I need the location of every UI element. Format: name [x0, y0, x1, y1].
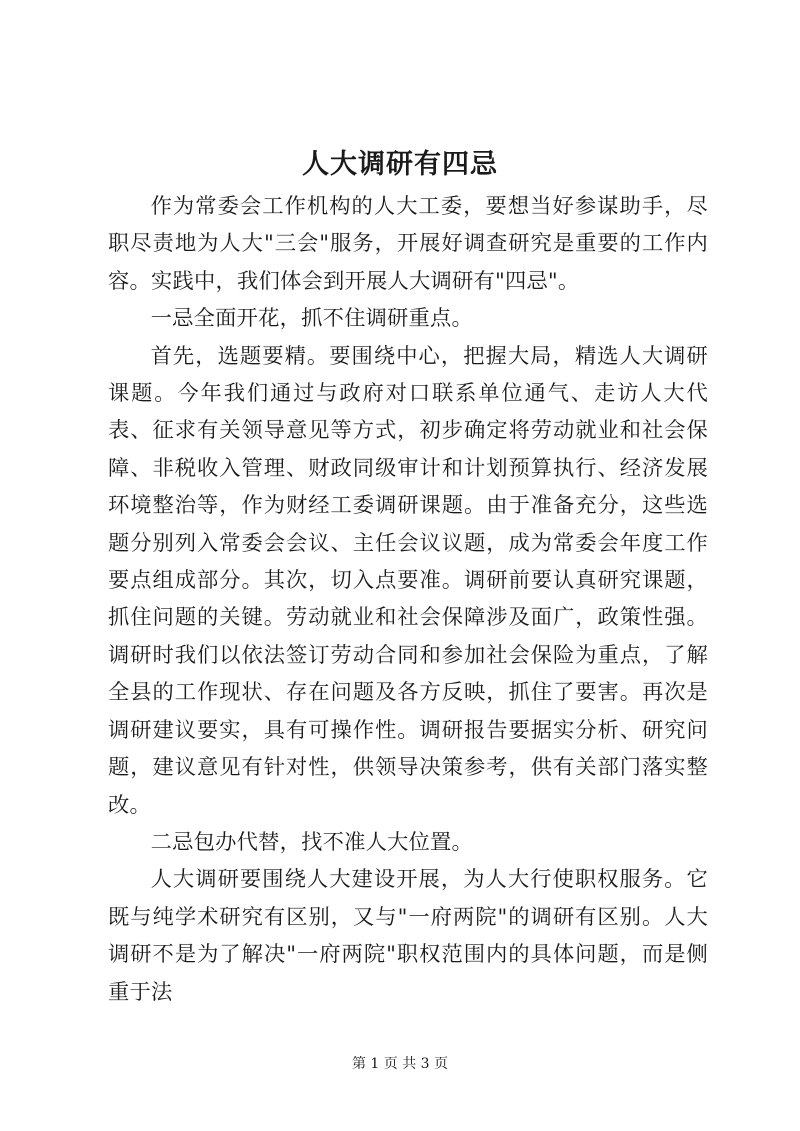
paragraph-body-2: 人大调研要围绕人大建设开展，为人大行使职权服务。它既与纯学术研究有区别，又与"一府两院"的调研有区别。人大调研不是为了解决"一府两院"职权范围内的具体问题，而是侧重于法 [108, 867, 708, 1005]
paragraph-body-1: 首先，选题要精。要围绕中心，把握大局，精选人大调研课题。今年我们通过与政府对口联系单位通气、走访人大代表、征求有关领导意见等方式，初步确定将劳动就业和社会保障、非税收入管理、财政同级审计和计划预算执行、经济发展环境整治等，作为财经工委调研课题。由于准备充分，这些选题分别列入常委会会议、主任会议议题，成为常委会年度工作要点组成部分。其次，切入点要准。调研前要认真研究课题，抓住问题的关键。劳动就业和社会保障涉及面广，政策性强。调研时我们以依法签订劳动合同和参加社会保险为重点，了解全县的工作现状、存在问题及各方反映，抓住了要害。再次是调研建议要实，具有可操作性。调研报告要据实分析、研究问题，建议意见有针对性，供领导决策参考，供有关部门落实整改。 [108, 343, 708, 818]
paragraph-heading-1: 一忌全面开花，抓不住调研重点。 [150, 306, 474, 332]
document-title: 人大调研有四忌 [302, 149, 498, 180]
paragraph-heading-2: 二忌包办代替，找不准人大位置。 [150, 829, 474, 855]
page-number-footer: 第 1 页 共 3 页 [351, 1056, 449, 1072]
document-body [108, 188, 708, 1011]
paragraph-intro: 作为常委会工作机构的人大工委，要想当好参谋助手，尽职尽责地为人大"三会"服务，开展好调查研究是重要的工作内容。实践中，我们体会到开展人大调研有"四忌"。 [108, 194, 708, 294]
